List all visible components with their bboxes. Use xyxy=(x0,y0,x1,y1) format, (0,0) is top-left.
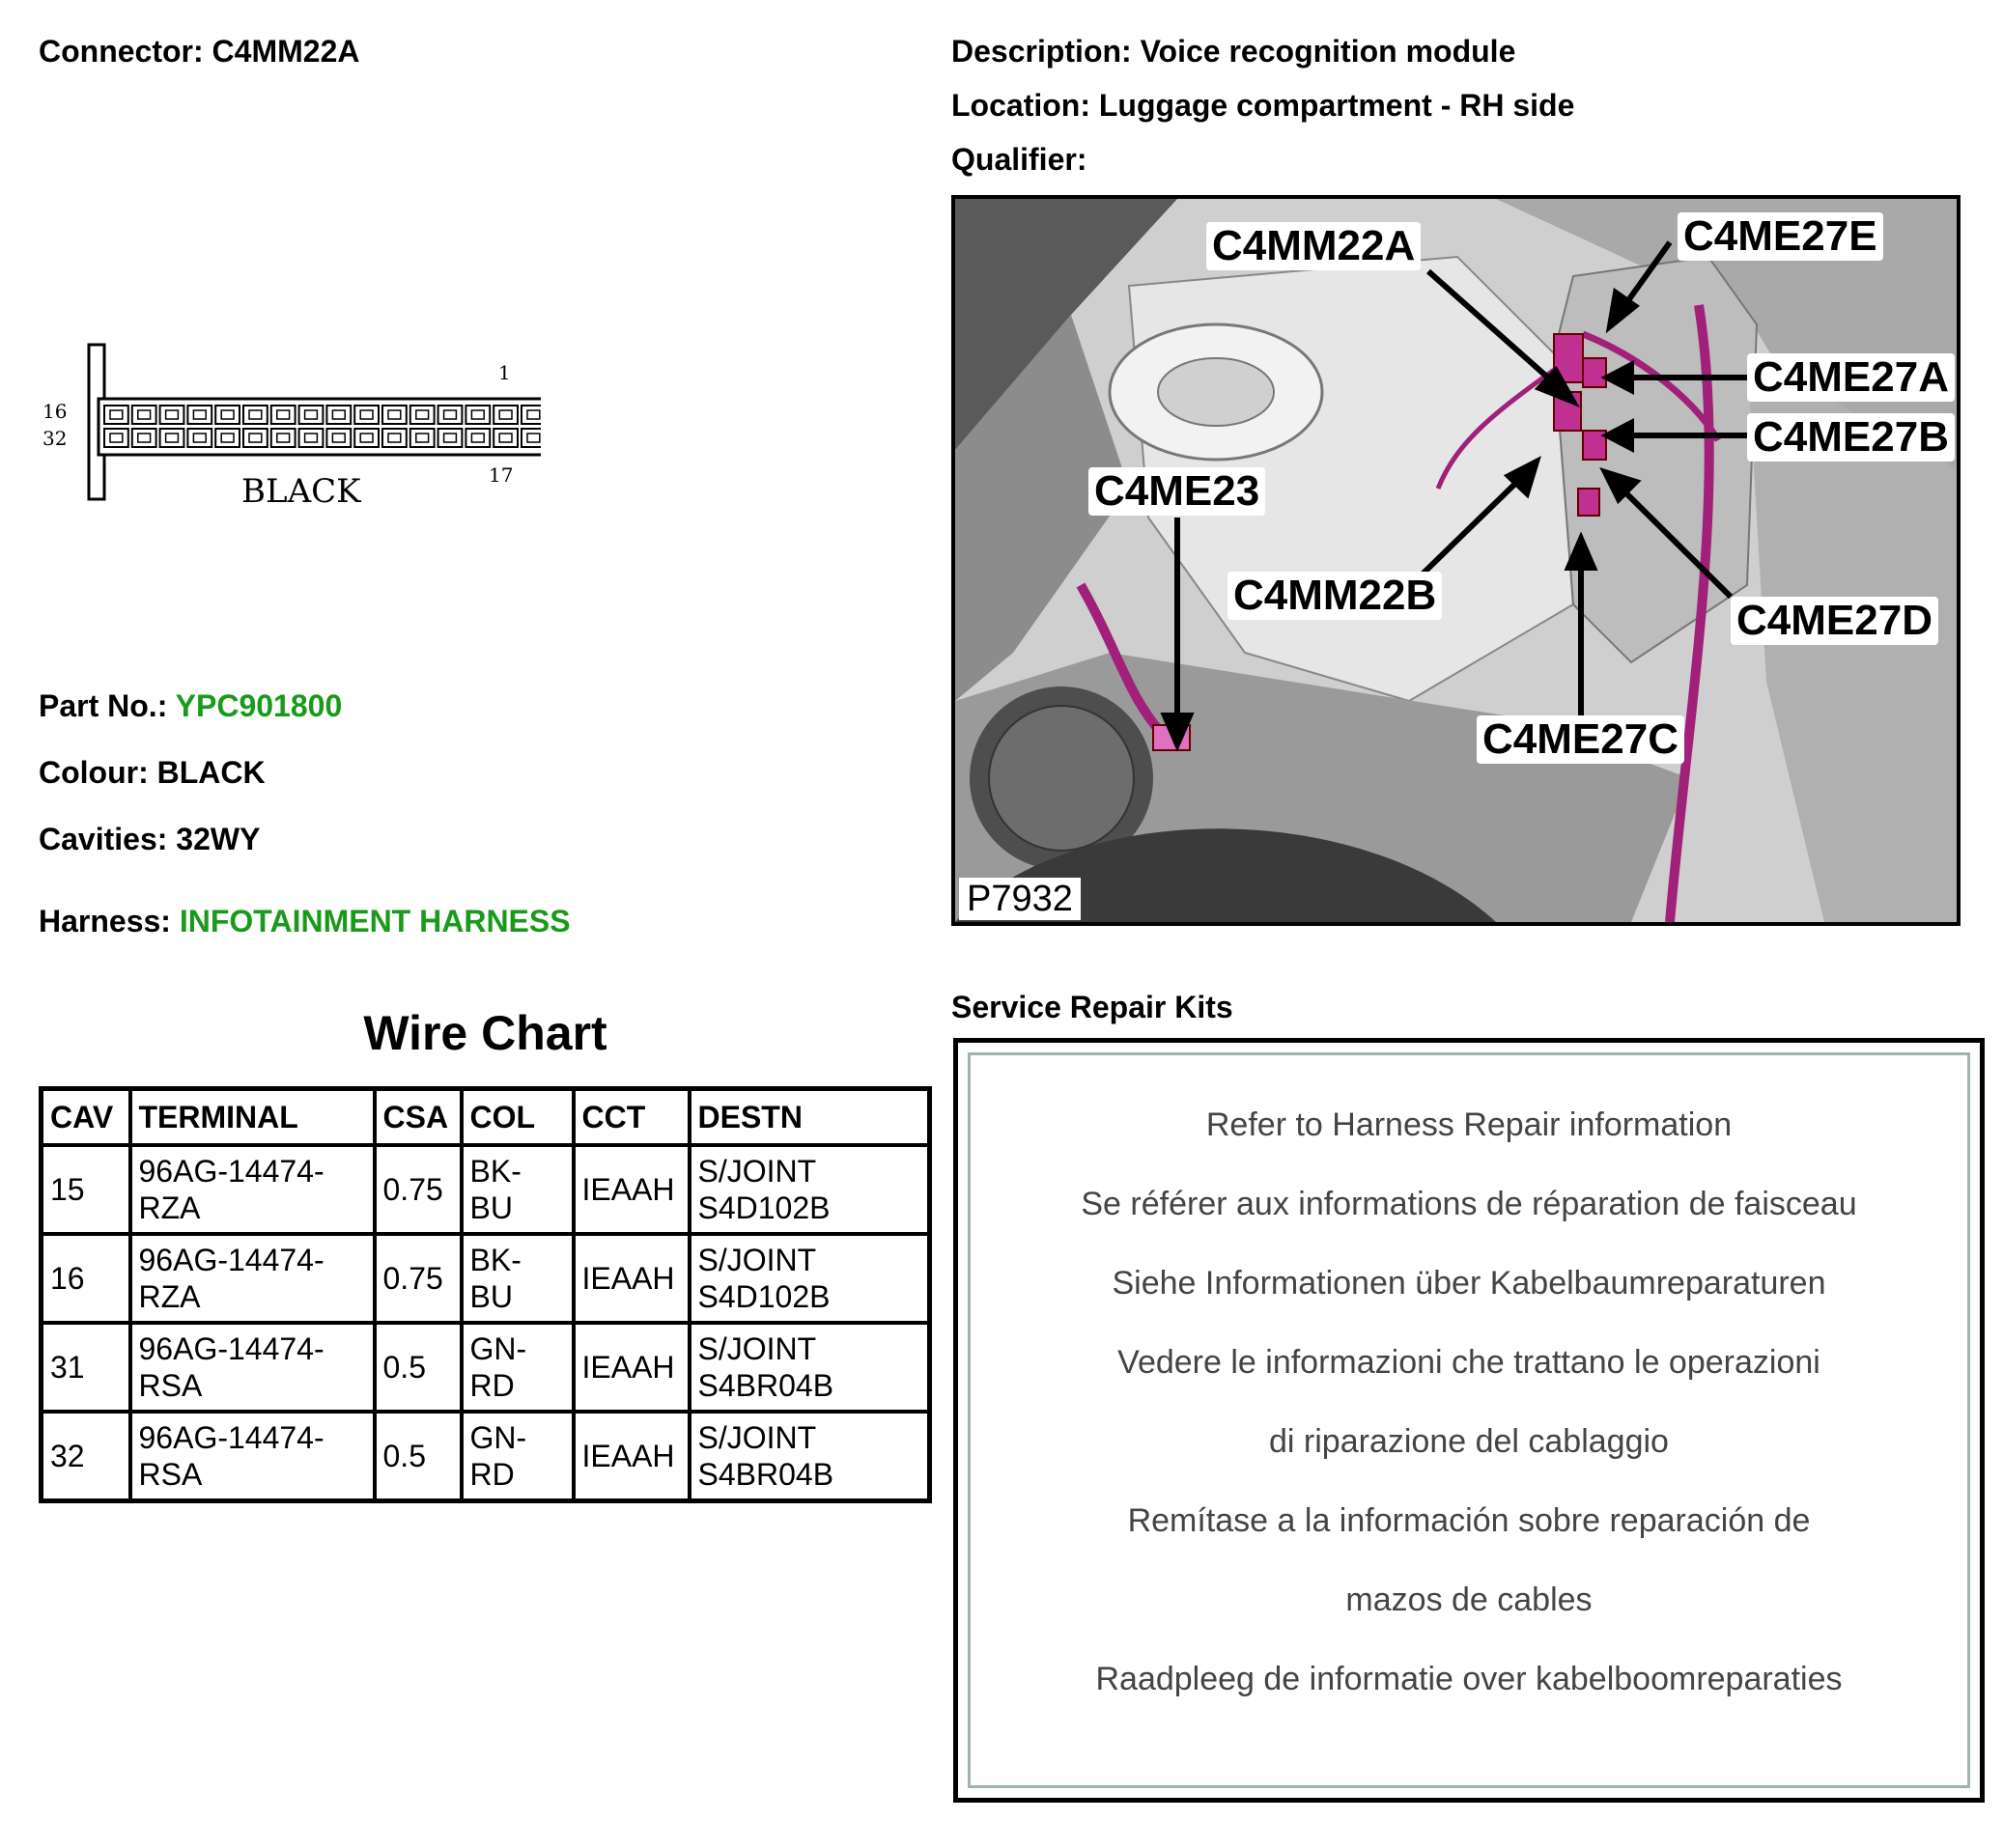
cavities-value: 32WY xyxy=(176,822,261,856)
pin-cavity xyxy=(410,429,435,447)
cell-destn: S/JOINT S4BR04B xyxy=(690,1323,930,1412)
part-number xyxy=(39,687,342,724)
pin-cavity xyxy=(243,429,268,447)
callout-c4me23: C4ME23 xyxy=(1088,467,1265,516)
cell-cct: IEAAH xyxy=(574,1145,690,1234)
cell-csa: 0.5 xyxy=(375,1323,462,1412)
callout-c4me27a: C4ME27A xyxy=(1747,353,1955,402)
pin-cavity xyxy=(187,429,212,447)
table-row xyxy=(42,1234,930,1323)
cell-terminal: 96AG-14474- RZA xyxy=(130,1234,375,1323)
repair-line-es-2: mazos de cables xyxy=(1345,1582,1593,1618)
pin-label-16: 16 xyxy=(42,400,68,423)
cell-cct: IEAAH xyxy=(574,1234,690,1323)
qualifier-heading xyxy=(951,141,1086,178)
header-col: COL xyxy=(462,1089,574,1146)
cavities-label: Cavities: xyxy=(39,822,168,856)
location-value: Luggage compartment - RH side xyxy=(1098,88,1575,123)
cell-cct: IEAAH xyxy=(574,1412,690,1501)
pin-cavity xyxy=(271,406,296,424)
pin-cavity xyxy=(132,429,156,447)
cell-cav: 15 xyxy=(42,1145,130,1234)
repair-line-it-2: di riparazione del cablaggio xyxy=(1269,1423,1669,1460)
callout-c4me27d: C4ME27D xyxy=(1731,597,1938,645)
pin-cavity xyxy=(299,429,324,447)
harness xyxy=(39,903,571,939)
pin-cavity xyxy=(187,406,212,424)
repair-line-fr: Se référer aux informations de réparation de faisceau xyxy=(1081,1186,1857,1222)
pin-cavity xyxy=(522,406,541,424)
wire-chart-title: Wire Chart xyxy=(363,1006,607,1060)
pin-cavity xyxy=(104,429,128,447)
location-label: Location: xyxy=(951,88,1090,123)
pin-cavity xyxy=(410,406,435,424)
repair-line-de: Siehe Informationen über Kabelbaumreparaturen xyxy=(1112,1265,1826,1302)
pin-cavity xyxy=(215,406,240,424)
photo-code: P7932 xyxy=(959,878,1081,920)
header-terminal: TERMINAL xyxy=(130,1089,375,1146)
wire-chart-header-row xyxy=(42,1089,930,1146)
table-row xyxy=(42,1145,930,1234)
cell-csa: 0.75 xyxy=(375,1234,462,1323)
harness-label: Harness: xyxy=(39,904,171,938)
callout-c4me27b: C4ME27B xyxy=(1747,413,1955,462)
table-row xyxy=(42,1412,930,1501)
callout-c4me27e: C4ME27E xyxy=(1678,212,1883,261)
cell-col: BK- BU xyxy=(462,1234,574,1323)
pin-cavity xyxy=(438,406,463,424)
cell-terminal: 96AG-14474- RZA xyxy=(130,1145,375,1234)
repair-line-en: Refer to Harness Repair information xyxy=(1205,1106,1733,1143)
pin-cavity xyxy=(104,406,128,424)
pin-label-17: 17 xyxy=(489,463,514,487)
cell-col: GN- RD xyxy=(462,1412,574,1501)
description-value: Voice recognition module xyxy=(1140,34,1516,69)
cell-terminal: 96AG-14474- RSA xyxy=(130,1323,375,1412)
harness-value: INFOTAINMENT HARNESS xyxy=(179,904,571,938)
pin-label-32: 32 xyxy=(42,427,68,450)
cell-terminal: 96AG-14474- RSA xyxy=(130,1412,375,1501)
callout-c4me27c: C4ME27C xyxy=(1477,715,1684,764)
location-photo xyxy=(951,195,1961,926)
callout-c4mm22b: C4MM22B xyxy=(1227,572,1442,620)
pin-cavity xyxy=(494,429,518,447)
part-label: Part No.: xyxy=(39,688,168,723)
connector-value: C4MM22A xyxy=(212,34,360,69)
header-cav: CAV xyxy=(42,1089,130,1146)
cell-col: BK- BU xyxy=(462,1145,574,1234)
part-value: YPC901800 xyxy=(175,688,343,723)
pin-label-1: 1 xyxy=(498,361,511,384)
service-repair-box xyxy=(953,1038,1985,1803)
cell-col: GN- RD xyxy=(462,1323,574,1412)
connector-color-label: BLACK xyxy=(241,472,361,511)
pin-cavity xyxy=(160,406,184,424)
colour-value: BLACK xyxy=(156,755,266,790)
pin-cavity xyxy=(522,429,541,447)
pin-cavity xyxy=(494,406,518,424)
repair-line-es-1: Remítase a la información sobre reparación de xyxy=(1127,1502,1811,1539)
pin-cavity xyxy=(382,406,407,424)
repair-line-nl: Raadpleeg de informatie over kabelboomreparaties xyxy=(1095,1661,1843,1697)
colour-label: Colour: xyxy=(39,755,149,790)
pin-cavity xyxy=(382,429,407,447)
pin-cavity xyxy=(215,429,240,447)
connector-heading xyxy=(39,33,359,70)
table-row xyxy=(42,1323,930,1412)
pin-cavity xyxy=(354,406,379,424)
description-label: Description: xyxy=(951,34,1132,69)
pin-cavity xyxy=(243,406,268,424)
qualifier-label: Qualifier: xyxy=(951,142,1087,177)
service-repair-inner xyxy=(968,1052,1970,1788)
cell-csa: 0.5 xyxy=(375,1412,462,1501)
cell-cav: 31 xyxy=(42,1323,130,1412)
pin-cavity xyxy=(326,429,351,447)
location-heading xyxy=(951,87,1574,124)
cell-cav: 16 xyxy=(42,1234,130,1323)
cell-destn: S/JOINT S4BR04B xyxy=(690,1412,930,1501)
cavities xyxy=(39,821,260,857)
header-destn: DESTN xyxy=(690,1089,930,1146)
pin-cavity xyxy=(160,429,184,447)
colour xyxy=(39,754,266,791)
callout-c4mm22a: C4MM22A xyxy=(1206,222,1421,270)
pin-cavity xyxy=(271,429,296,447)
photo-illustration xyxy=(955,199,1957,922)
service-repair-title: Service Repair Kits xyxy=(951,990,1233,1024)
cell-destn: S/JOINT S4D102B xyxy=(690,1145,930,1234)
connector-pinout-diagram xyxy=(39,333,541,526)
pin-cavity xyxy=(354,429,379,447)
cell-csa: 0.75 xyxy=(375,1145,462,1234)
wire-chart-table xyxy=(39,1086,932,1503)
pin-cavity xyxy=(132,406,156,424)
pin-cavity xyxy=(465,429,490,447)
cell-destn: S/JOINT S4D102B xyxy=(690,1234,930,1323)
description-heading xyxy=(951,33,1515,70)
pin-cavity xyxy=(438,429,463,447)
cell-cct: IEAAH xyxy=(574,1323,690,1412)
connector-label: Connector: xyxy=(39,34,204,69)
repair-line-it-1: Vedere le informazioni che trattano le operazioni xyxy=(1117,1344,1820,1381)
pin-cavity xyxy=(299,406,324,424)
pin-cavity xyxy=(465,406,490,424)
cell-cav: 32 xyxy=(42,1412,130,1501)
pin-cavity xyxy=(326,406,351,424)
header-cct: CCT xyxy=(574,1089,690,1146)
header-csa: CSA xyxy=(375,1089,462,1146)
